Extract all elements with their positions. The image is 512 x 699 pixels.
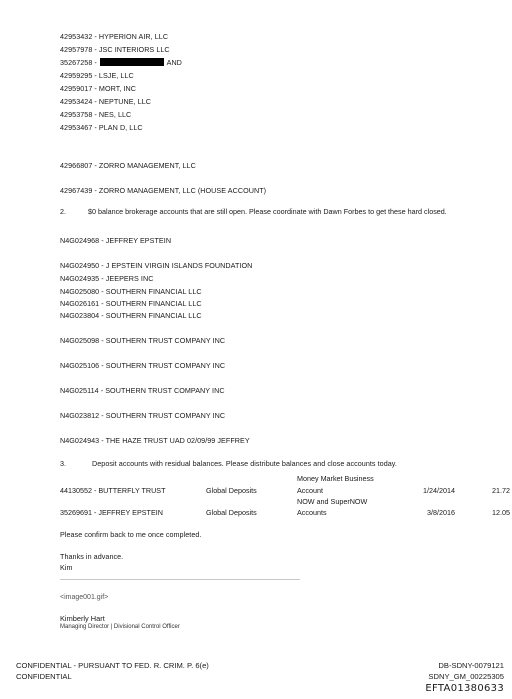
- signature-name: Kimberly Hart: [60, 614, 105, 623]
- footer-bates-db: DB-SDNY-0079121: [438, 661, 504, 670]
- brokerage-account-line: N4G023812 - SOUTHERN TRUST COMPANY INC: [60, 411, 226, 420]
- deposit-type-line2: Account: [297, 486, 323, 495]
- account-line: 42953467 - PLAN D, LLC: [60, 123, 143, 132]
- redaction-box: [100, 58, 164, 66]
- deposit-account: 35269691 - JEFFREY EPSTEIN: [60, 508, 163, 517]
- deposit-type-line1: NOW and SuperNOW: [297, 497, 368, 506]
- signature-title: Managing Director | Divisional Control Officer: [60, 624, 180, 630]
- confirm-text: Please confirm back to me once completed.: [60, 530, 202, 539]
- separator-line: [60, 579, 300, 580]
- footer-bates-efta: EFTA01380633: [425, 683, 504, 694]
- account-suffix: AND: [166, 58, 182, 67]
- account-line: 42957978 - JSC INTERIORS LLC: [60, 45, 170, 54]
- account-line-redacted: [60, 58, 182, 67]
- brokerage-account-line: N4G025106 - SOUTHERN TRUST COMPANY INC: [60, 361, 226, 370]
- section-text: Deposit accounts with residual balances. Please distribute balances and close accounts today.: [92, 459, 397, 468]
- thanks-text: Thanks in advance.: [60, 552, 124, 561]
- deposit-account: 44130552 - BUTTERFLY TRUST: [60, 486, 166, 495]
- image-placeholder: <image001.gif>: [60, 594, 109, 601]
- brokerage-account-line: N4G023804 - SOUTHERN FINANCIAL LLC: [60, 311, 202, 320]
- account-line: 42959017 - MORT, INC: [60, 84, 136, 93]
- brokerage-account-line: N4G026161 - SOUTHERN FINANCIAL LLC: [60, 299, 202, 308]
- section-text: $0 balance brokerage accounts that are still open. Please coordinate with Dawn Forbes to get these hard closed.: [88, 207, 447, 216]
- deposit-amount: 21.72: [492, 486, 510, 495]
- deposit-source: Global Deposits: [206, 508, 257, 517]
- account-line: 42959295 - LSJE, LLC: [60, 71, 134, 80]
- deposit-type-line2: Accounts: [297, 508, 327, 517]
- footer-confidential-line1: CONFIDENTIAL - PURSUANT TO FED. R. CRIM. P. 6(e): [16, 661, 209, 670]
- section-number: 3.: [60, 459, 67, 468]
- section-number: 2.: [60, 207, 66, 216]
- deposit-date: 1/24/2014: [423, 486, 455, 495]
- deposit-amount: 12.05: [492, 508, 510, 517]
- footer-confidential-line2: CONFIDENTIAL: [16, 672, 72, 681]
- account-line: 42953424 - NEPTUNE, LLC: [60, 97, 152, 106]
- brokerage-account-line: N4G025098 - SOUTHERN TRUST COMPANY INC: [60, 336, 226, 345]
- account-line: 42953758 - NES, LLC: [60, 110, 132, 119]
- deposit-type-line1: Money Market Business: [297, 474, 374, 483]
- brokerage-account-line: N4G024950 - J EPSTEIN VIRGIN ISLANDS FOUNDATION: [60, 261, 253, 270]
- account-number: 35267258 -: [60, 58, 97, 67]
- deposit-date: 3/8/2016: [427, 508, 455, 517]
- sender-name: Kim: [60, 563, 73, 572]
- brokerage-account-line: N4G025080 - SOUTHERN FINANCIAL LLC: [60, 287, 202, 296]
- section-2-paragraph: [60, 207, 450, 217]
- account-line: 42953432 - HYPERION AIR, LLC: [60, 32, 169, 41]
- brokerage-account-line: N4G024935 - JEEPERS INC: [60, 274, 154, 283]
- brokerage-account-line: N4G024943 - THE HAZE TRUST UAD 02/09/99 JEFFREY: [60, 436, 250, 445]
- deposit-source: Global Deposits: [206, 486, 257, 495]
- account-line: 42967439 - ZORRO MANAGEMENT, LLC (HOUSE ACCOUNT): [60, 186, 267, 195]
- account-line: 42966807 - ZORRO MANAGEMENT, LLC: [60, 161, 196, 170]
- footer-bates-sdny: SDNY_GM_00225305: [428, 672, 504, 681]
- brokerage-account-line: N4G024968 - JEFFREY EPSTEIN: [60, 236, 172, 245]
- section-3-paragraph: [60, 459, 397, 468]
- brokerage-account-line: N4G025114 - SOUTHERN TRUST COMPANY INC: [60, 386, 225, 395]
